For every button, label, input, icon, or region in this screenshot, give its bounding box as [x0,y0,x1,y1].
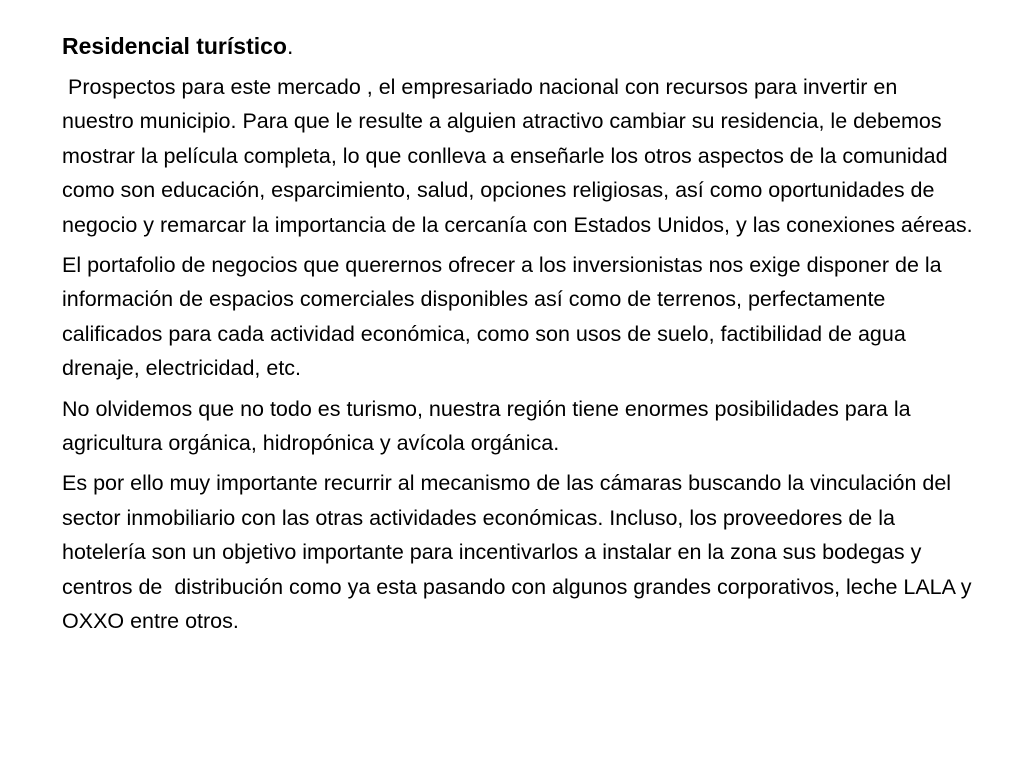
heading-period: . [286,33,294,59]
paragraph-portafolio: El portafolio de negocios que querernos ofrecer a los inversionistas nos exige disponer de la información de espacios comerciales disponibles así como de terrenos, perfectamente calificados para cada actividad económica, como son usos de suelo, factibilidad de agua drenaje, electricidad, etc. [62,253,948,381]
paragraph-prospectos: Prospectos para este mercado , el empresariado nacional con recursos para invertir en nuestro municipio. Para que le resulte a alguien atractivo cambiar su residencia, le debemos mostrar la película completa, lo que conlleva a enseñarle los otros aspectos de la comunidad como son educación, esparcimiento, salud, opciones religiosas, así como oportunidades de negocio y remarcar la importancia de la cercanía con Estados Unidos, y las conexiones aéreas. [62,75,973,237]
heading-title: Residencial turístico [62,33,287,59]
slide-heading [62,26,974,66]
paragraph-camaras: Es por ello muy importante recurrir al mecanismo de las cámaras buscando la vinculación del sector inmobiliario con las otras actividades económicas. Incluso, los proveedores de la hotelería son un objetivo importante para incentivarlos a instalar en la zona sus bodegas y centros de distribución como ya esta pasando con algunos grandes corporativos, leche LALA y OXXO entre otros. [62,471,978,634]
slide-content [62,26,978,645]
paragraph-turismo: No olvidemos que no todo es turismo, nuestra región tiene enormes posibilidades para la agricultura orgánica, hidropónica y avícola orgánica. [62,396,917,456]
